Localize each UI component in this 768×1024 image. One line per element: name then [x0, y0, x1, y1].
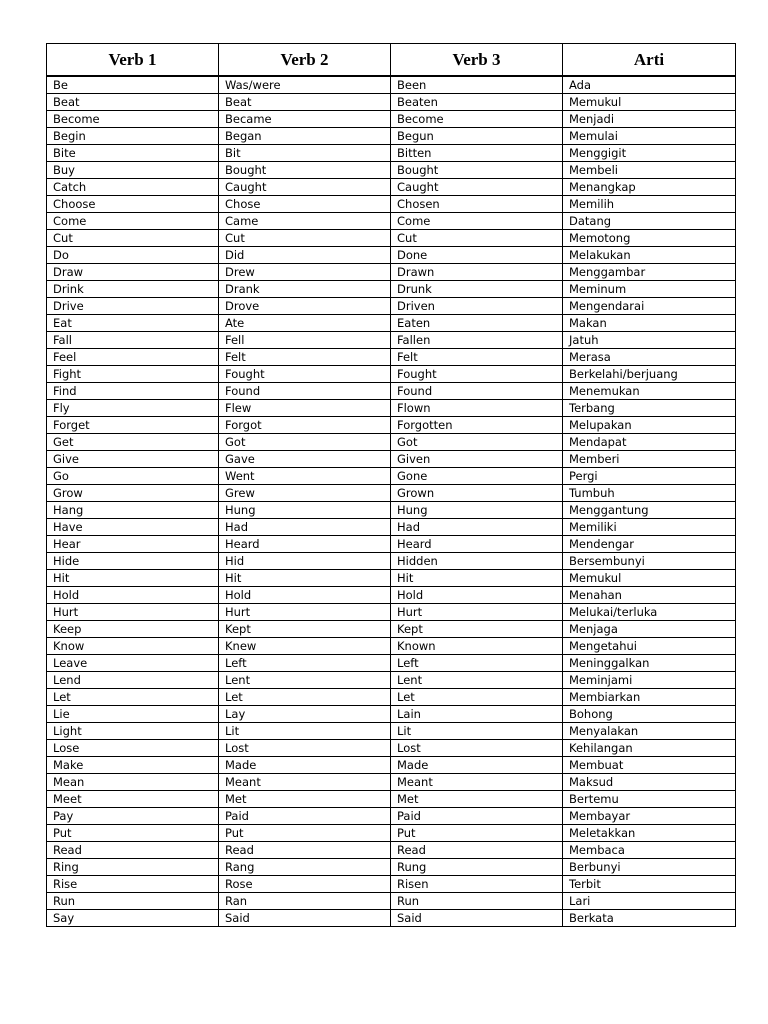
- cell-arti: Menjaga: [563, 621, 736, 638]
- cell-verb2: Put: [219, 825, 391, 842]
- cell-verb1: Hit: [47, 570, 219, 587]
- cell-verb2: Meant: [219, 774, 391, 791]
- cell-verb2: Heard: [219, 536, 391, 553]
- cell-verb3: Heard: [391, 536, 563, 553]
- cell-verb1: Grow: [47, 485, 219, 502]
- cell-verb2: Fought: [219, 366, 391, 383]
- cell-verb2: Went: [219, 468, 391, 485]
- cell-verb2: Knew: [219, 638, 391, 655]
- cell-verb1: Drive: [47, 298, 219, 315]
- cell-arti: Mendapat: [563, 434, 736, 451]
- cell-verb1: Leave: [47, 655, 219, 672]
- cell-verb3: Bitten: [391, 145, 563, 162]
- cell-verb2: Ran: [219, 893, 391, 910]
- cell-verb3: Come: [391, 213, 563, 230]
- cell-verb1: Give: [47, 451, 219, 468]
- cell-verb3: Beaten: [391, 94, 563, 111]
- cell-verb2: Chose: [219, 196, 391, 213]
- table-row: [47, 111, 736, 128]
- cell-verb1: Draw: [47, 264, 219, 281]
- table-row: [47, 128, 736, 145]
- table-row: [47, 468, 736, 485]
- cell-arti: Lari: [563, 893, 736, 910]
- cell-verb1: Make: [47, 757, 219, 774]
- cell-verb1: Become: [47, 111, 219, 128]
- table-row: [47, 553, 736, 570]
- table-row: [47, 655, 736, 672]
- cell-arti: Mendengar: [563, 536, 736, 553]
- table-row: [47, 281, 736, 298]
- table-row: [47, 400, 736, 417]
- table-row: [47, 485, 736, 502]
- cell-arti: Memiliki: [563, 519, 736, 536]
- cell-verb2: Ate: [219, 315, 391, 332]
- cell-verb3: Been: [391, 76, 563, 94]
- cell-verb1: Ring: [47, 859, 219, 876]
- cell-verb3: Become: [391, 111, 563, 128]
- table-header: [47, 44, 736, 77]
- cell-arti: Jatuh: [563, 332, 736, 349]
- cell-verb1: Find: [47, 383, 219, 400]
- cell-arti: Makan: [563, 315, 736, 332]
- cell-verb2: Said: [219, 910, 391, 927]
- cell-verb3: Risen: [391, 876, 563, 893]
- table-row: [47, 383, 736, 400]
- cell-arti: Memotong: [563, 230, 736, 247]
- cell-verb1: Buy: [47, 162, 219, 179]
- header-arti: Arti: [563, 44, 736, 77]
- table-row: [47, 672, 736, 689]
- cell-verb1: Let: [47, 689, 219, 706]
- cell-arti: Membaca: [563, 842, 736, 859]
- cell-verb3: Forgotten: [391, 417, 563, 434]
- cell-arti: Berbunyi: [563, 859, 736, 876]
- cell-verb2: Let: [219, 689, 391, 706]
- cell-verb2: Forgot: [219, 417, 391, 434]
- cell-verb1: Catch: [47, 179, 219, 196]
- table-row: [47, 791, 736, 808]
- cell-verb3: Put: [391, 825, 563, 842]
- cell-verb1: Hold: [47, 587, 219, 604]
- cell-verb2: Made: [219, 757, 391, 774]
- table-row: [47, 366, 736, 383]
- cell-verb2: Grew: [219, 485, 391, 502]
- cell-verb3: Drawn: [391, 264, 563, 281]
- cell-arti: Berkata: [563, 910, 736, 927]
- cell-verb2: Flew: [219, 400, 391, 417]
- table-row: [47, 349, 736, 366]
- cell-verb3: Flown: [391, 400, 563, 417]
- table-row: [47, 332, 736, 349]
- cell-arti: Melupakan: [563, 417, 736, 434]
- cell-arti: Menggantung: [563, 502, 736, 519]
- cell-verb3: Said: [391, 910, 563, 927]
- table-row: [47, 808, 736, 825]
- cell-arti: Menggambar: [563, 264, 736, 281]
- cell-arti: Memilih: [563, 196, 736, 213]
- cell-verb1: Read: [47, 842, 219, 859]
- cell-verb2: Felt: [219, 349, 391, 366]
- cell-verb2: Bought: [219, 162, 391, 179]
- cell-verb3: Hit: [391, 570, 563, 587]
- cell-verb2: Hit: [219, 570, 391, 587]
- cell-verb2: Drank: [219, 281, 391, 298]
- cell-verb2: Found: [219, 383, 391, 400]
- cell-verb1: Eat: [47, 315, 219, 332]
- cell-arti: Meletakkan: [563, 825, 736, 842]
- cell-verb3: Fought: [391, 366, 563, 383]
- cell-verb2: Hold: [219, 587, 391, 604]
- table-row: [47, 145, 736, 162]
- cell-verb3: Fallen: [391, 332, 563, 349]
- table-row: [47, 893, 736, 910]
- cell-verb1: Beat: [47, 94, 219, 111]
- cell-verb1: Lose: [47, 740, 219, 757]
- cell-verb3: Rung: [391, 859, 563, 876]
- cell-verb1: Rise: [47, 876, 219, 893]
- table-row: [47, 298, 736, 315]
- cell-arti: Memukul: [563, 94, 736, 111]
- cell-verb2: Drew: [219, 264, 391, 281]
- table-row: [47, 587, 736, 604]
- cell-arti: Menjadi: [563, 111, 736, 128]
- cell-verb3: Made: [391, 757, 563, 774]
- cell-verb1: Lie: [47, 706, 219, 723]
- table-row: [47, 689, 736, 706]
- cell-verb2: Paid: [219, 808, 391, 825]
- cell-verb3: Lain: [391, 706, 563, 723]
- cell-arti: Pergi: [563, 468, 736, 485]
- cell-verb1: Say: [47, 910, 219, 927]
- cell-verb1: Choose: [47, 196, 219, 213]
- cell-verb1: Get: [47, 434, 219, 451]
- cell-verb2: Was/were: [219, 76, 391, 94]
- table-row: [47, 502, 736, 519]
- cell-verb2: Lent: [219, 672, 391, 689]
- cell-arti: Memulai: [563, 128, 736, 145]
- cell-verb2: Gave: [219, 451, 391, 468]
- cell-arti: Tumbuh: [563, 485, 736, 502]
- table-row: [47, 196, 736, 213]
- cell-verb1: Keep: [47, 621, 219, 638]
- cell-verb3: Hidden: [391, 553, 563, 570]
- cell-verb1: Have: [47, 519, 219, 536]
- cell-verb3: Lit: [391, 723, 563, 740]
- cell-verb1: Lend: [47, 672, 219, 689]
- cell-verb2: Fell: [219, 332, 391, 349]
- table-row: [47, 417, 736, 434]
- cell-arti: Menangkap: [563, 179, 736, 196]
- cell-verb2: Came: [219, 213, 391, 230]
- cell-verb1: Go: [47, 468, 219, 485]
- cell-verb3: Let: [391, 689, 563, 706]
- table-row: [47, 76, 736, 94]
- cell-verb2: Lost: [219, 740, 391, 757]
- cell-verb3: Begun: [391, 128, 563, 145]
- cell-verb2: Rang: [219, 859, 391, 876]
- cell-verb3: Hold: [391, 587, 563, 604]
- table-row: [47, 230, 736, 247]
- cell-verb3: Left: [391, 655, 563, 672]
- cell-verb1: Hide: [47, 553, 219, 570]
- cell-verb1: Be: [47, 76, 219, 94]
- cell-verb2: Hurt: [219, 604, 391, 621]
- cell-verb1: Put: [47, 825, 219, 842]
- table-row: [47, 179, 736, 196]
- table-row: [47, 315, 736, 332]
- cell-arti: Membiarkan: [563, 689, 736, 706]
- cell-verb2: Bit: [219, 145, 391, 162]
- cell-arti: Meninggalkan: [563, 655, 736, 672]
- cell-verb3: Kept: [391, 621, 563, 638]
- table-row: [47, 451, 736, 468]
- verb-table: [46, 43, 736, 927]
- cell-verb2: Caught: [219, 179, 391, 196]
- table-row: [47, 842, 736, 859]
- table-row: [47, 859, 736, 876]
- table-row: [47, 910, 736, 927]
- cell-verb3: Known: [391, 638, 563, 655]
- table-row: [47, 94, 736, 111]
- cell-verb1: Come: [47, 213, 219, 230]
- header-row: [47, 44, 736, 77]
- table-row: [47, 434, 736, 451]
- cell-verb2: Had: [219, 519, 391, 536]
- cell-verb3: Gone: [391, 468, 563, 485]
- cell-verb1: Drink: [47, 281, 219, 298]
- cell-arti: Melukai/terluka: [563, 604, 736, 621]
- cell-verb3: Found: [391, 383, 563, 400]
- cell-verb1: Light: [47, 723, 219, 740]
- cell-verb1: Fall: [47, 332, 219, 349]
- cell-verb1: Fly: [47, 400, 219, 417]
- cell-verb2: Got: [219, 434, 391, 451]
- table-row: [47, 876, 736, 893]
- cell-arti: Bohong: [563, 706, 736, 723]
- cell-verb1: Hear: [47, 536, 219, 553]
- cell-verb3: Hurt: [391, 604, 563, 621]
- cell-arti: Menahan: [563, 587, 736, 604]
- cell-arti: Menyalakan: [563, 723, 736, 740]
- cell-verb1: Mean: [47, 774, 219, 791]
- cell-arti: Bertemu: [563, 791, 736, 808]
- cell-verb1: Bite: [47, 145, 219, 162]
- cell-verb1: Hurt: [47, 604, 219, 621]
- table-row: [47, 774, 736, 791]
- table-row: [47, 536, 736, 553]
- cell-arti: Bersembunyi: [563, 553, 736, 570]
- cell-verb2: Met: [219, 791, 391, 808]
- cell-verb1: Cut: [47, 230, 219, 247]
- cell-verb3: Eaten: [391, 315, 563, 332]
- cell-verb1: Pay: [47, 808, 219, 825]
- table-row: [47, 757, 736, 774]
- cell-verb2: Did: [219, 247, 391, 264]
- cell-verb3: Got: [391, 434, 563, 451]
- header-verb2: Verb 2: [219, 44, 391, 77]
- cell-verb3: Hung: [391, 502, 563, 519]
- table-row: [47, 264, 736, 281]
- cell-verb3: Read: [391, 842, 563, 859]
- cell-verb3: Given: [391, 451, 563, 468]
- cell-verb3: Cut: [391, 230, 563, 247]
- table-row: [47, 723, 736, 740]
- header-verb1: Verb 1: [47, 44, 219, 77]
- cell-verb2: Read: [219, 842, 391, 859]
- cell-verb2: Beat: [219, 94, 391, 111]
- cell-verb2: Lit: [219, 723, 391, 740]
- cell-verb3: Paid: [391, 808, 563, 825]
- cell-arti: Meminjami: [563, 672, 736, 689]
- cell-verb3: Felt: [391, 349, 563, 366]
- cell-verb1: Meet: [47, 791, 219, 808]
- cell-arti: Meminum: [563, 281, 736, 298]
- table-row: [47, 638, 736, 655]
- cell-arti: Memberi: [563, 451, 736, 468]
- cell-arti: Datang: [563, 213, 736, 230]
- cell-arti: Berkelahi/berjuang: [563, 366, 736, 383]
- table-row: [47, 706, 736, 723]
- cell-verb2: Lay: [219, 706, 391, 723]
- cell-arti: Mengendarai: [563, 298, 736, 315]
- cell-verb2: Cut: [219, 230, 391, 247]
- cell-verb1: Fight: [47, 366, 219, 383]
- cell-arti: Menemukan: [563, 383, 736, 400]
- table-row: [47, 247, 736, 264]
- table-row: [47, 825, 736, 842]
- cell-verb2: Rose: [219, 876, 391, 893]
- cell-verb1: Do: [47, 247, 219, 264]
- cell-verb3: Had: [391, 519, 563, 536]
- cell-arti: Kehilangan: [563, 740, 736, 757]
- table-row: [47, 519, 736, 536]
- cell-verb3: Met: [391, 791, 563, 808]
- table-body: [47, 76, 736, 927]
- cell-verb1: Know: [47, 638, 219, 655]
- cell-verb2: Became: [219, 111, 391, 128]
- cell-arti: Maksud: [563, 774, 736, 791]
- table-row: [47, 740, 736, 757]
- cell-verb3: Run: [391, 893, 563, 910]
- cell-verb2: Drove: [219, 298, 391, 315]
- table-row: [47, 213, 736, 230]
- cell-arti: Melakukan: [563, 247, 736, 264]
- cell-verb3: Done: [391, 247, 563, 264]
- cell-verb3: Drunk: [391, 281, 563, 298]
- cell-verb3: Caught: [391, 179, 563, 196]
- cell-verb3: Meant: [391, 774, 563, 791]
- cell-arti: Memukul: [563, 570, 736, 587]
- cell-verb1: Hang: [47, 502, 219, 519]
- cell-verb1: Feel: [47, 349, 219, 366]
- table-row: [47, 570, 736, 587]
- cell-verb2: Kept: [219, 621, 391, 638]
- table-row: [47, 604, 736, 621]
- cell-arti: Membuat: [563, 757, 736, 774]
- cell-verb3: Bought: [391, 162, 563, 179]
- cell-verb2: Hid: [219, 553, 391, 570]
- table-row: [47, 621, 736, 638]
- cell-arti: Ada: [563, 76, 736, 94]
- cell-arti: Mengetahui: [563, 638, 736, 655]
- cell-arti: Merasa: [563, 349, 736, 366]
- cell-arti: Terbang: [563, 400, 736, 417]
- cell-verb2: Left: [219, 655, 391, 672]
- cell-verb3: Lent: [391, 672, 563, 689]
- header-verb3: Verb 3: [391, 44, 563, 77]
- cell-verb3: Grown: [391, 485, 563, 502]
- cell-verb1: Run: [47, 893, 219, 910]
- cell-verb1: Begin: [47, 128, 219, 145]
- cell-verb2: Hung: [219, 502, 391, 519]
- cell-verb3: Lost: [391, 740, 563, 757]
- cell-verb1: Forget: [47, 417, 219, 434]
- cell-arti: Menggigit: [563, 145, 736, 162]
- cell-arti: Terbit: [563, 876, 736, 893]
- cell-arti: Membeli: [563, 162, 736, 179]
- cell-verb3: Chosen: [391, 196, 563, 213]
- cell-arti: Membayar: [563, 808, 736, 825]
- cell-verb2: Began: [219, 128, 391, 145]
- table-row: [47, 162, 736, 179]
- cell-verb3: Driven: [391, 298, 563, 315]
